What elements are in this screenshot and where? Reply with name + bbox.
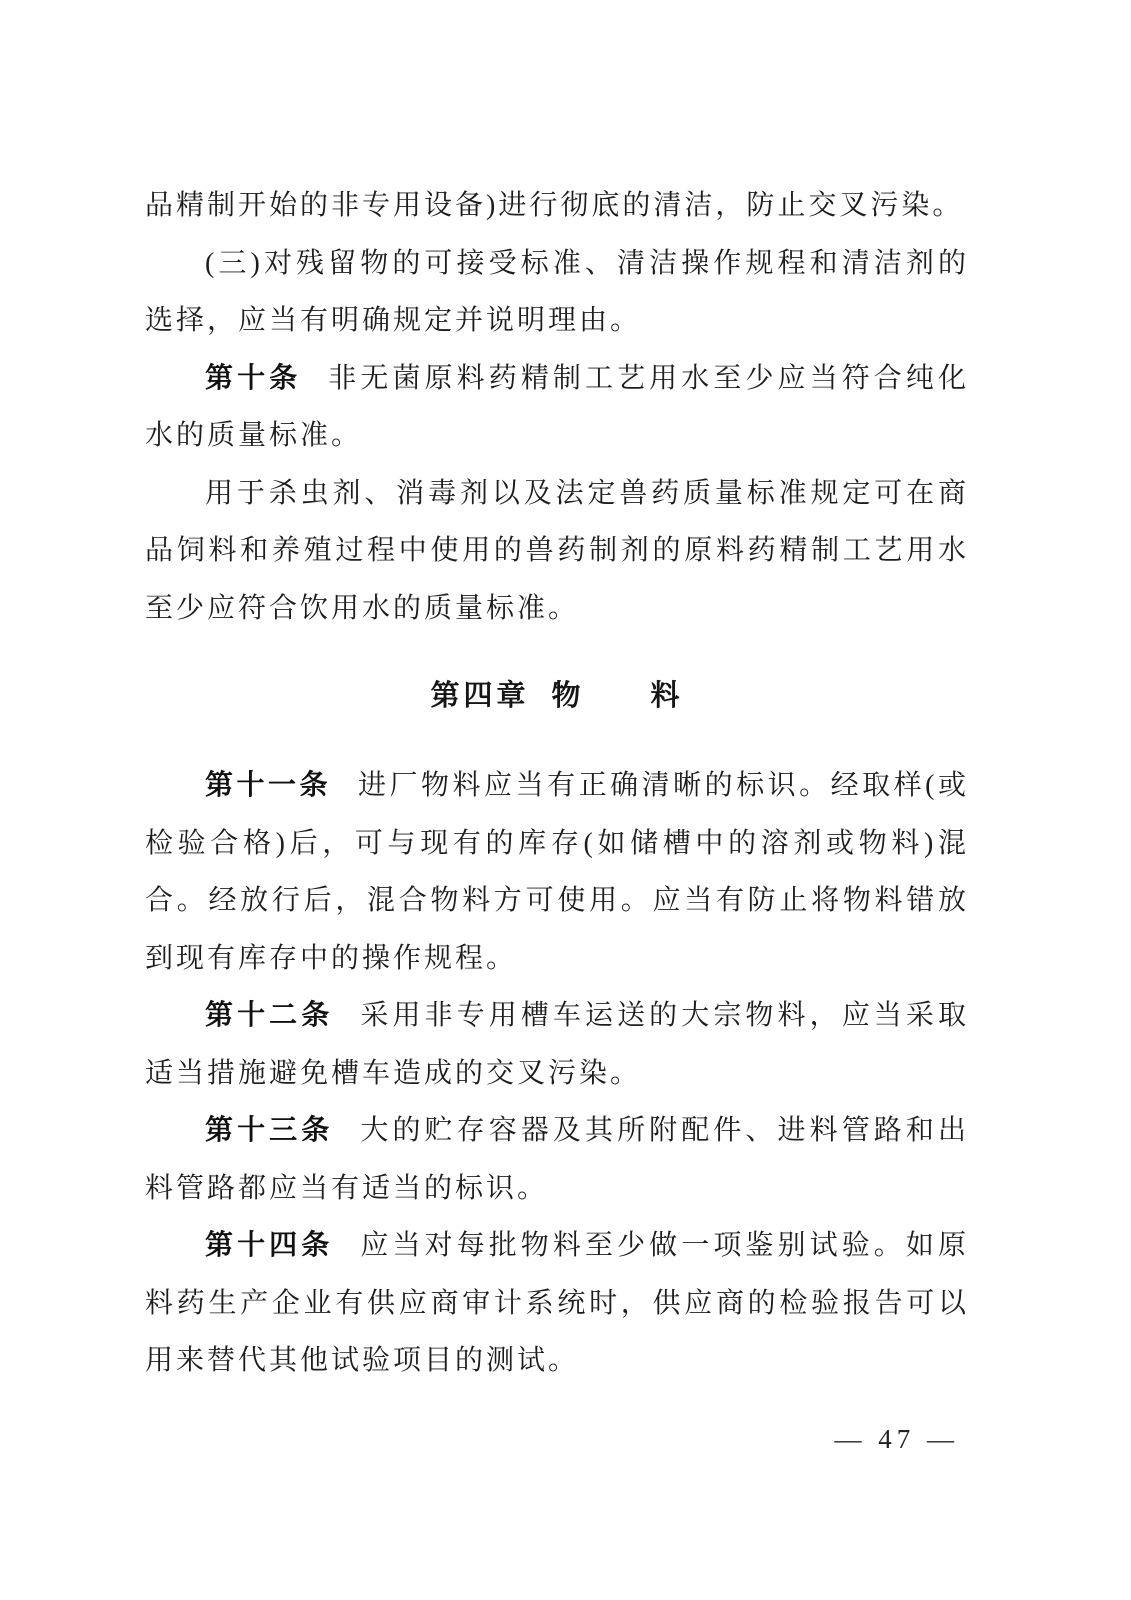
article-paragraph-12 (145, 987, 969, 1102)
article-number: 第十四条 (205, 1230, 334, 1261)
article-paragraph-10 (145, 350, 969, 465)
chapter-title: 物 料 (551, 680, 684, 712)
paragraph-item-3: (三)对残留物的可接受标准、清洁操作规程和清洁剂的选择，应当有明确规定并说明理由。 (145, 247, 969, 336)
article-paragraph-11 (145, 757, 969, 987)
article-number: 第十一条 (205, 770, 332, 801)
article-text: 采用非专用槽车运送的大宗物料，应当采取适当措施避免槽车造成的交叉污染。 (145, 1000, 969, 1089)
article-text: 应当对每批物料至少做一项鉴别试验。如原料药生产企业有供应商审计系统时，供应商的检验报告可以用来替代其他试验项目的测试。 (145, 1230, 969, 1376)
paragraph-continuation: 品精制开始的非专用设备)进行彻底的清洁，防止交叉污染。 (145, 190, 964, 221)
article-text: 大的贮存容器及其所附配件、进料管路和出料管路都应当有适当的标识。 (145, 1115, 969, 1204)
paragraph-body: 用于杀虫剂、消毒剂以及法定兽药质量标准规定可在商品饲料和养殖过程中使用的兽药制剂的原料药精制工艺用水至少应符合饮用水的质量标准。 (145, 477, 969, 624)
article-number: 第十三条 (205, 1115, 334, 1146)
article-number: 第十条 (205, 362, 302, 394)
article-text: 非无菌原料药精制工艺用水至少应当符合纯化水的质量标准。 (145, 362, 969, 451)
article-paragraph-14 (145, 1217, 969, 1390)
chapter-number: 第四章 (430, 680, 530, 712)
article-number: 第十二条 (205, 1000, 334, 1031)
article-paragraph-13 (145, 1102, 969, 1217)
page-number: — 47 — (834, 1424, 959, 1454)
article-text: 进厂物料应当有正确清晰的标识。经取样(或检验合格)后，可与现有的库存(如储槽中的溶剂或物料)混合。经放行后，混合物料方可使用。应当有防止将物料错放到现有库存中的操作规程。 (145, 770, 969, 974)
chapter-heading (145, 667, 969, 725)
document-body (145, 177, 969, 1390)
